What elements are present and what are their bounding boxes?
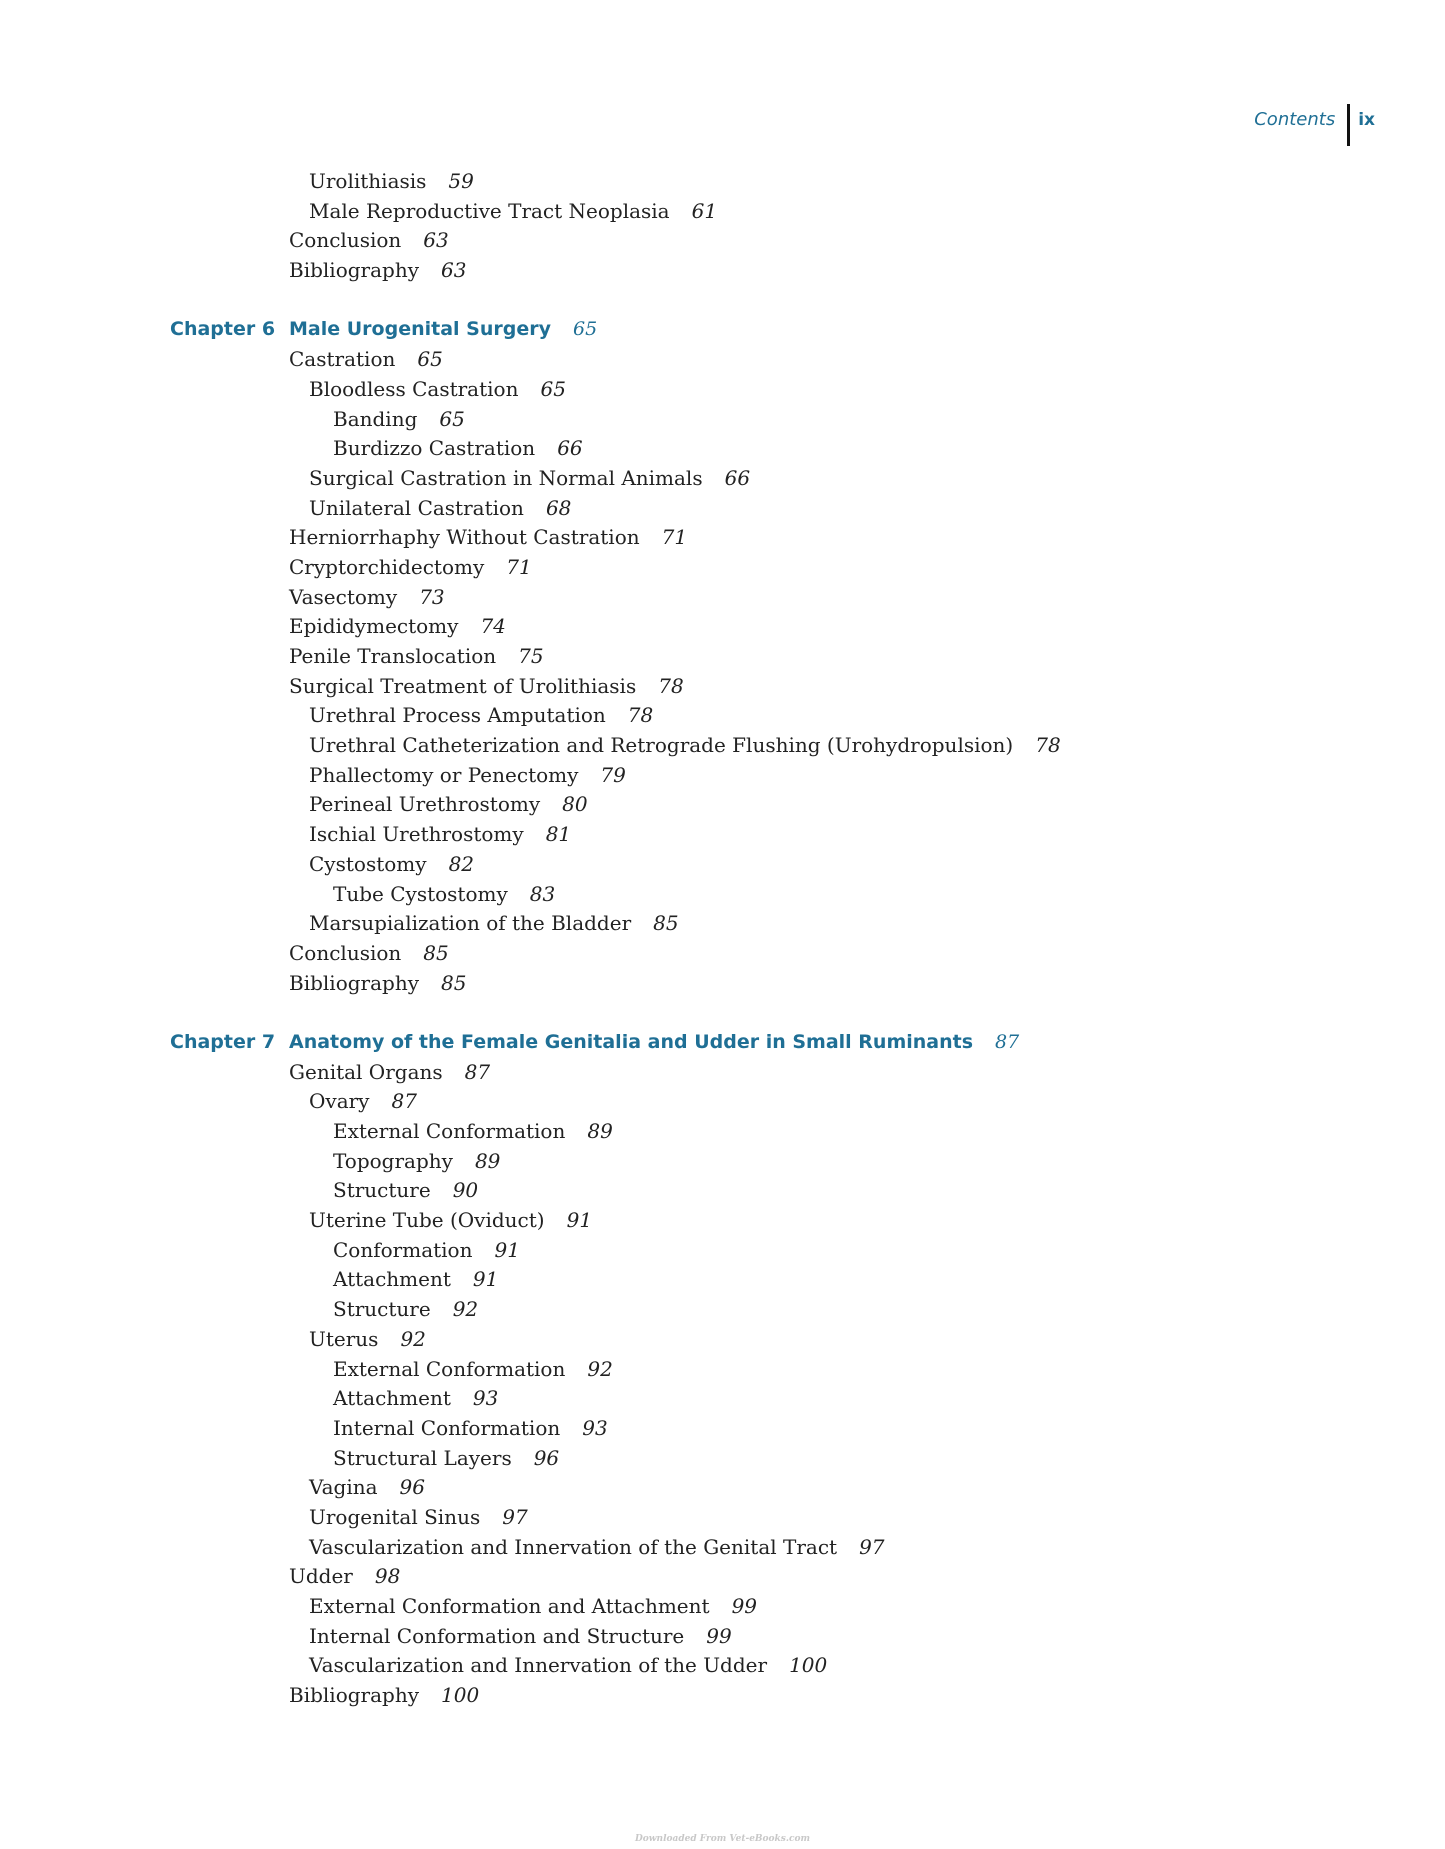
toc-entry-page: 75 [518, 644, 544, 668]
chapter-page: 87 [995, 1030, 1020, 1053]
toc-entry-page: 85 [423, 940, 449, 965]
toc-entry-title: Conclusion [289, 940, 402, 965]
toc-entry [0, 1295, 1445, 1325]
toc-entry-title: Burdizzo Castration [333, 436, 536, 461]
toc-entry [0, 1147, 1445, 1177]
toc-entry-page: 100 [789, 1653, 828, 1678]
toc-entry-title: Tube Cystostomy [333, 881, 508, 906]
toc-entry-page: 63 [423, 228, 449, 253]
toc-entry-title: Ischial Urethrostomy [309, 822, 524, 847]
toc-entry-page: 91 [494, 1237, 520, 1262]
toc-entry [0, 1622, 1445, 1652]
toc-entry-page: 65 [540, 376, 566, 401]
toc-entry [0, 197, 1445, 227]
toc-entry-page: 99 [706, 1623, 732, 1648]
toc-entry [0, 939, 1445, 969]
toc-entry-page: 97 [502, 1504, 528, 1529]
toc-entry-page: 78 [627, 703, 654, 728]
toc-entry-title: Male Reproductive Tract Neoplasia [309, 198, 670, 223]
toc-entry [0, 494, 1445, 524]
toc-entry-page: 66 [557, 436, 583, 461]
toc-entry-page: 65 [439, 406, 465, 431]
chapter-number: Chapter 6 [170, 318, 276, 341]
toc-entry-title: Uterus [309, 1326, 379, 1351]
toc-entry [0, 434, 1445, 464]
toc-entry [0, 1265, 1445, 1295]
toc-entry [0, 612, 1445, 642]
toc-entry-title: Attachment [333, 1386, 451, 1411]
toc-entry-title: Structure [333, 1178, 431, 1203]
toc-entry-title: Internal Conformation [333, 1415, 561, 1440]
toc-entry-page: 71 [506, 554, 532, 579]
toc-entry-page: 85 [653, 911, 679, 936]
toc-entry-page: 71 [661, 525, 688, 550]
toc-entry-title: Uterine Tube (Oviduct) [309, 1208, 545, 1233]
toc-entry-page: 93 [582, 1415, 608, 1440]
toc-entry [0, 375, 1445, 405]
toc-entry [0, 701, 1445, 731]
toc-entry-title: External Conformation [333, 1119, 566, 1143]
running-head [1254, 104, 1375, 148]
toc-entry-page: 79 [600, 762, 626, 787]
chapter-title: Anatomy of the Female Genitalia and Udder in Small Ruminants [289, 1030, 974, 1053]
page-number: ix [1358, 110, 1375, 130]
toc-entry [0, 1176, 1445, 1206]
toc-entry [0, 226, 1445, 256]
toc-entry-page: 97 [859, 1534, 885, 1559]
toc-entry-title: Marsupialization of the Bladder [309, 911, 632, 936]
toc-entry-page: 68 [545, 495, 572, 520]
toc-entry-page: 78 [1035, 733, 1061, 758]
toc-entry [0, 256, 1445, 286]
toc-entry-title: Bibliography [289, 258, 419, 283]
toc-entry [0, 583, 1445, 613]
toc-entry [0, 1058, 1445, 1088]
toc-entry-title: Bibliography [289, 1683, 419, 1708]
toc-entry [0, 969, 1445, 999]
toc-entry-page: 90 [452, 1178, 479, 1203]
toc-entry-title: Bibliography [289, 970, 419, 995]
toc-entry-page: 59 [448, 169, 474, 193]
toc-entry-title: Epididymectomy [289, 614, 459, 639]
toc-entry-page: 80 [562, 792, 588, 817]
toc-entry-title: External Conformation and Attachment [309, 1594, 710, 1618]
toc-entry [0, 345, 1445, 375]
toc-entry [0, 731, 1445, 761]
toc-entry [0, 761, 1445, 791]
toc-entry-title: Vascularization and Innervation of the Udder [309, 1653, 768, 1678]
toc-entry-page: 93 [472, 1386, 499, 1411]
toc-entry [0, 1473, 1445, 1503]
toc-entry [0, 1087, 1445, 1117]
toc-entry-title: Perineal Urethrostomy [309, 792, 541, 817]
toc-entry [0, 790, 1445, 820]
toc-entry-page: 99 [731, 1594, 758, 1618]
toc-entry-page: 66 [724, 465, 751, 490]
toc-entry-title: Urogenital Sinus [309, 1504, 481, 1529]
toc-entry-page: 74 [480, 614, 506, 639]
toc-entry-title: Urolithiasis [309, 169, 427, 193]
toc-entry [0, 523, 1445, 553]
toc-entry [0, 553, 1445, 583]
toc-entry-title: Surgical Castration in Normal Animals [309, 465, 703, 490]
toc-entry [0, 850, 1445, 880]
toc-entry [0, 1236, 1445, 1266]
toc-entry-title: Unilateral Castration [309, 495, 524, 520]
toc-entry [0, 1592, 1445, 1622]
toc-entry [0, 820, 1445, 850]
toc-entry-title: Genital Organs [289, 1059, 443, 1084]
chapter-title: Male Urogenital Surgery [289, 318, 551, 341]
chapter-page: 65 [572, 318, 598, 341]
chapter-title-line [289, 1028, 1019, 1058]
toc-entry-page: 92 [452, 1297, 479, 1322]
toc-entry-title: Vascularization and Innervation of the Genital Tract [309, 1534, 838, 1559]
toc-entry [0, 672, 1445, 702]
toc-entry [0, 1533, 1445, 1563]
toc-entry-title: External Conformation [333, 1356, 566, 1381]
toc-entry-title: Topography [333, 1148, 453, 1173]
toc-entry-page: 65 [417, 347, 443, 372]
toc-entry [0, 1681, 1445, 1711]
toc-entry [0, 1206, 1445, 1236]
toc-entry-title: Vasectomy [289, 584, 398, 609]
running-head-label: Contents [1254, 109, 1336, 130]
toc-entry-page: 73 [419, 584, 445, 609]
toc-entry-page: 63 [441, 258, 467, 283]
toc-entry [0, 880, 1445, 910]
table-of-contents [0, 167, 1445, 1711]
toc-entry-title: Bloodless Castration [309, 376, 519, 401]
toc-entry-title: Banding [333, 406, 418, 431]
toc-entry-title: Udder [289, 1564, 353, 1589]
chapter-heading [0, 1028, 1445, 1058]
toc-entry-page: 92 [587, 1356, 613, 1381]
toc-entry [0, 167, 1445, 197]
toc-entry [0, 1325, 1445, 1355]
toc-entry-page: 92 [400, 1326, 426, 1351]
toc-entry-title: Surgical Treatment of Urolithiasis [289, 673, 637, 698]
toc-entry-page: 83 [529, 881, 556, 906]
toc-entry [0, 642, 1445, 672]
toc-entry-title: Attachment [333, 1267, 451, 1292]
toc-entry [0, 1562, 1445, 1592]
toc-entry-page: 89 [587, 1119, 613, 1143]
toc-entry-title: Cystostomy [309, 851, 427, 876]
toc-entry-page: 91 [472, 1267, 499, 1292]
toc-entry-page: 78 [658, 673, 684, 698]
toc-entry-title: Urethral Catheterization and Retrograde Flushing (Urohydropulsion) [309, 733, 1014, 758]
toc-entry [0, 1503, 1445, 1533]
toc-entry-title: Castration [289, 347, 396, 372]
chapter-number: Chapter 7 [170, 1030, 276, 1053]
toc-entry-title: Cryptorchidectomy [289, 554, 485, 579]
toc-entry-page: 100 [441, 1683, 480, 1708]
toc-entry-title: Structural Layers [333, 1445, 512, 1470]
toc-entry-page: 96 [533, 1445, 560, 1470]
toc-entry-title: Phallectomy or Penectomy [309, 762, 579, 787]
toc-entry-title: Internal Conformation and Structure [309, 1623, 685, 1648]
toc-entry-title: Vagina [309, 1475, 378, 1500]
toc-entry-title: Penile Translocation [289, 644, 497, 668]
toc-entry [0, 909, 1445, 939]
toc-entry-page: 87 [464, 1059, 491, 1084]
download-watermark: Downloaded From Vet-eBooks.com [635, 1834, 810, 1844]
toc-entry-title: Structure [333, 1297, 431, 1322]
toc-entry-page: 81 [545, 822, 572, 847]
toc-entry [0, 405, 1445, 435]
toc-entry-title: Ovary [309, 1089, 370, 1114]
toc-entry-page: 98 [374, 1564, 401, 1589]
chapter-heading [0, 315, 1445, 345]
toc-entry [0, 1355, 1445, 1385]
toc-entry-title: Conclusion [289, 228, 402, 253]
toc-entry-title: Conformation [333, 1237, 473, 1262]
toc-entry-title: Herniorrhaphy Without Castration [289, 525, 640, 550]
toc-entry-title: Urethral Process Amputation [309, 703, 606, 728]
toc-entry-page: 85 [441, 970, 467, 995]
toc-entry [0, 464, 1445, 494]
toc-entry [0, 1414, 1445, 1444]
toc-entry-page: 89 [474, 1148, 501, 1173]
toc-entry [0, 1444, 1445, 1474]
toc-entry [0, 1117, 1445, 1147]
toc-entry-page: 61 [691, 198, 718, 223]
toc-entry-page: 91 [566, 1208, 593, 1233]
toc-entry [0, 1651, 1445, 1681]
toc-entry [0, 1384, 1445, 1414]
chapter-title-line [289, 315, 597, 345]
toc-entry-page: 87 [391, 1089, 417, 1114]
toc-entry-page: 82 [448, 851, 475, 876]
toc-entry-page: 96 [399, 1475, 425, 1500]
